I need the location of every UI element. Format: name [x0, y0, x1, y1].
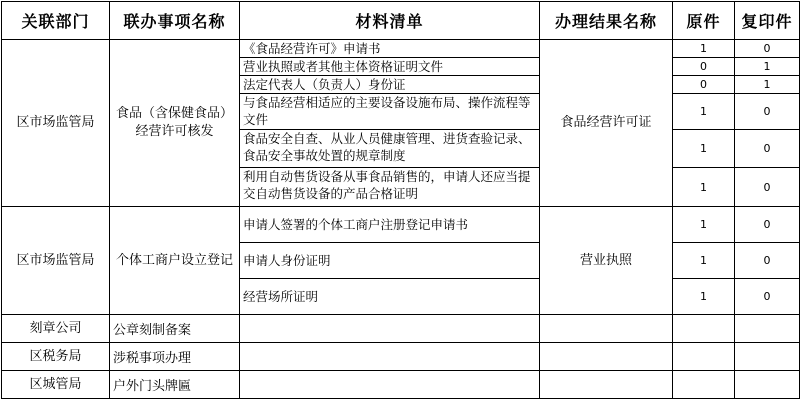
header-materials: 材料清单 [240, 2, 540, 40]
dept-cell: 区市场监管局 [2, 207, 110, 315]
copy-cell: 0 [735, 40, 800, 58]
item-cell: 公章刻制备案 [110, 315, 240, 343]
material-cell [240, 315, 540, 343]
original-cell: 1 [673, 94, 735, 130]
copy-cell: 0 [735, 243, 800, 279]
result-cell [540, 315, 673, 343]
material-cell [240, 371, 540, 399]
item-cell: 食品（含保健食品）经营许可核发 [110, 40, 240, 207]
copy-cell [735, 343, 800, 371]
table-row [2, 207, 800, 243]
copy-cell: 0 [735, 168, 800, 207]
copy-cell: 1 [735, 76, 800, 94]
result-cell: 食品经营许可证 [540, 40, 673, 207]
original-cell: 1 [673, 130, 735, 168]
original-cell: 1 [673, 243, 735, 279]
item-cell: 个体工商户设立登记 [110, 207, 240, 315]
copy-cell [735, 371, 800, 399]
copy-cell: 0 [735, 94, 800, 130]
material-cell: 法定代表人（负责人）身份证 [240, 76, 540, 94]
material-cell: 申请人签署的个体工商户注册登记申请书 [240, 207, 540, 243]
material-cell: 利用自动售货设备从事食品销售的，申请人还应当提交自动售货设备的产品合格证明 [240, 168, 540, 207]
result-cell [540, 343, 673, 371]
material-cell: 与食品经营相适应的主要设备设施布局、操作流程等文件 [240, 94, 540, 130]
copy-cell: 0 [735, 130, 800, 168]
material-cell: 营业执照或者其他主体资格证明文件 [240, 58, 540, 76]
header-dept: 关联部门 [2, 2, 110, 40]
material-cell: 《食品经营许可》申请书 [240, 40, 540, 58]
dept-cell: 区城管局 [2, 371, 110, 399]
table-row [2, 371, 800, 399]
result-cell: 营业执照 [540, 207, 673, 315]
original-cell: 0 [673, 58, 735, 76]
item-cell: 户外门头牌匾 [110, 371, 240, 399]
header-copy: 复印件 [735, 2, 800, 40]
original-cell [673, 343, 735, 371]
dept-cell: 刻章公司 [2, 315, 110, 343]
dept-cell: 区市场监管局 [2, 40, 110, 207]
material-cell: 食品安全自查、从业人员健康管理、进货查验记录、食品安全事故处置的规章制度 [240, 130, 540, 168]
materials-table [1, 1, 800, 399]
table-row [2, 40, 800, 58]
copy-cell: 1 [735, 58, 800, 76]
material-cell: 申请人身份证明 [240, 243, 540, 279]
material-cell: 经营场所证明 [240, 279, 540, 315]
header-result: 办理结果名称 [540, 2, 673, 40]
table-row [2, 343, 800, 371]
original-cell: 0 [673, 76, 735, 94]
header-item: 联办事项名称 [110, 2, 240, 40]
original-cell: 1 [673, 40, 735, 58]
dept-cell: 区税务局 [2, 343, 110, 371]
original-cell [673, 371, 735, 399]
table-row [2, 315, 800, 343]
original-cell [673, 315, 735, 343]
header-row [2, 2, 800, 40]
copy-cell [735, 315, 800, 343]
material-cell [240, 343, 540, 371]
copy-cell: 0 [735, 207, 800, 243]
result-cell [540, 371, 673, 399]
original-cell: 1 [673, 168, 735, 207]
header-original: 原件 [673, 2, 735, 40]
original-cell: 1 [673, 279, 735, 315]
original-cell: 1 [673, 207, 735, 243]
item-cell: 涉税事项办理 [110, 343, 240, 371]
copy-cell: 0 [735, 279, 800, 315]
